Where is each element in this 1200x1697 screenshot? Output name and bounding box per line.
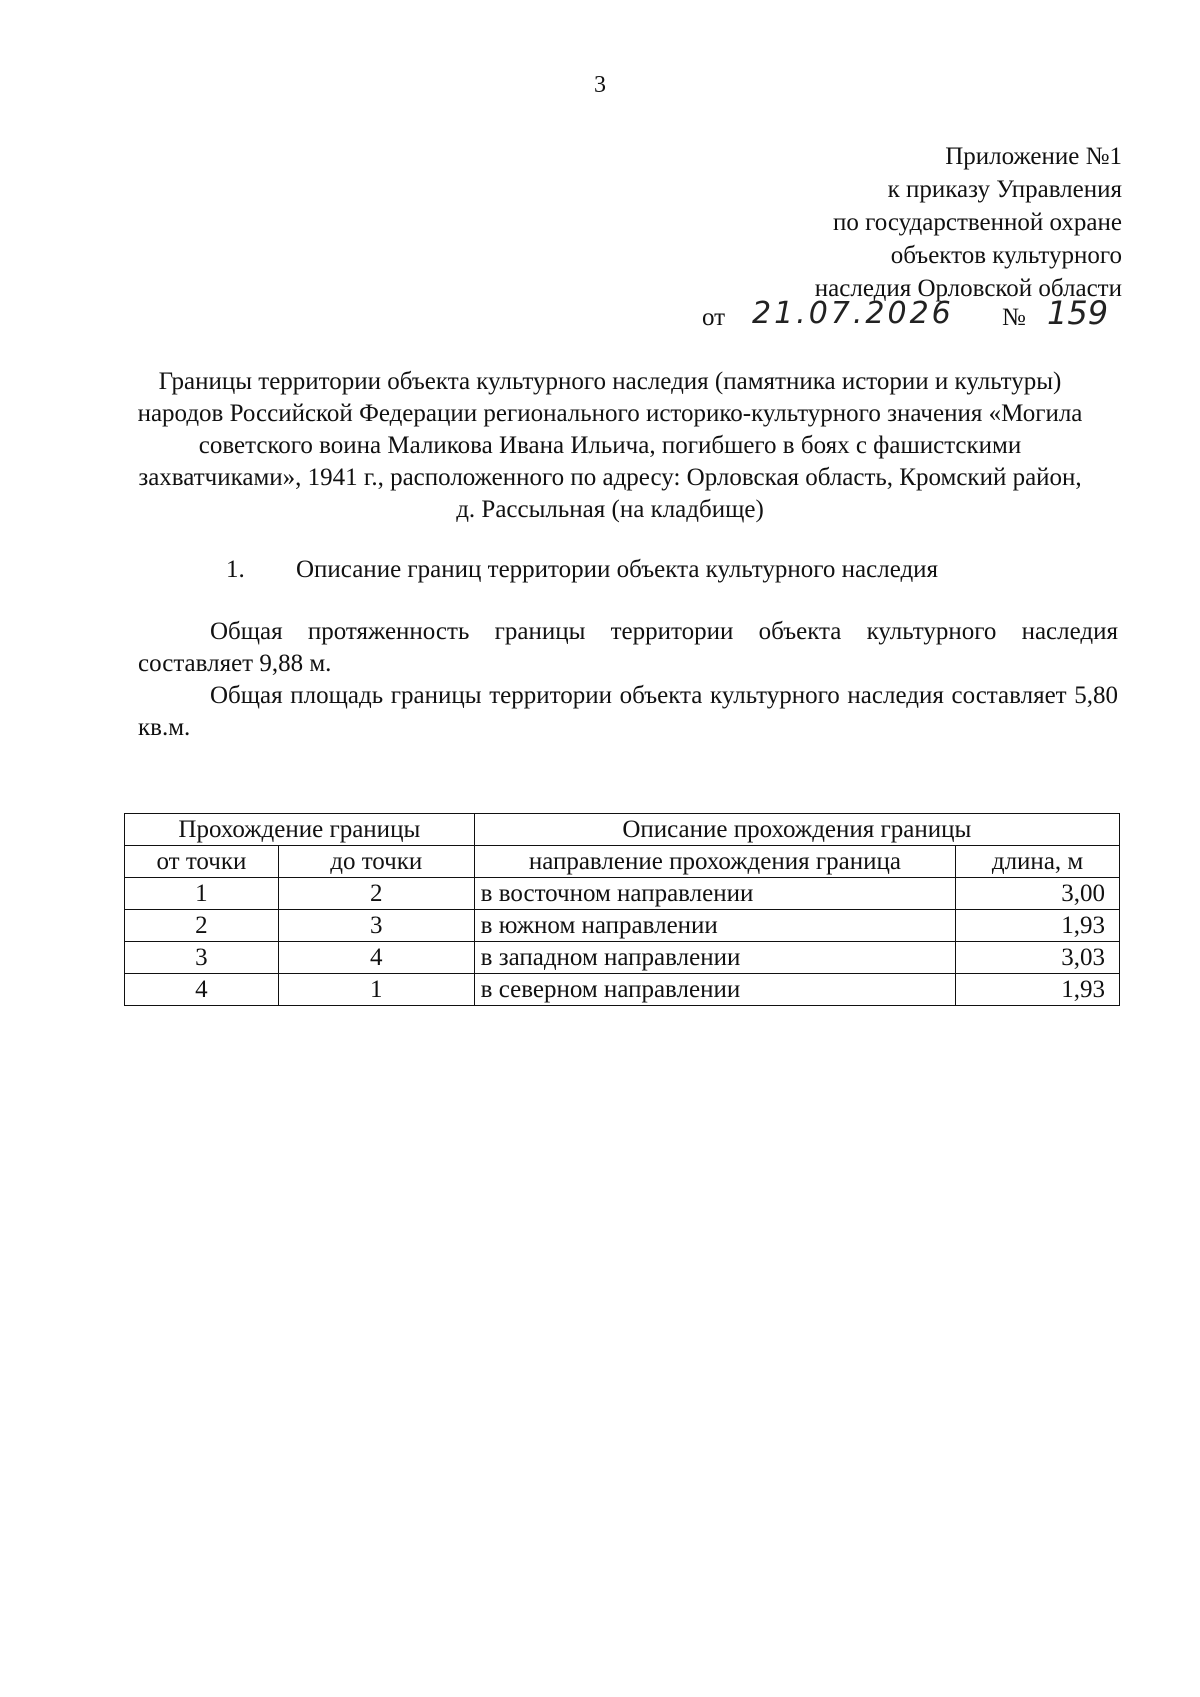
- column-header: длина, м: [956, 846, 1120, 878]
- appendix-line: по государственной охране: [832, 209, 1122, 236]
- cell-from: 3: [125, 942, 279, 974]
- appendix-header: [815, 140, 1122, 305]
- paragraph-length: Общая протяженность границы территории объекта культурного наследия составляет 9,88 м.: [138, 618, 1118, 677]
- cell-from: 2: [125, 910, 279, 942]
- cell-direction: в западном направлении: [474, 942, 955, 974]
- cell-to: 3: [278, 910, 474, 942]
- date-label: от: [702, 304, 726, 331]
- cell-to: 2: [278, 878, 474, 910]
- column-header: до точки: [278, 846, 474, 878]
- cell-length: 3,00: [956, 878, 1120, 910]
- number-label: №: [1002, 304, 1026, 331]
- appendix-line: Приложение №1: [945, 143, 1122, 170]
- section-number: 1.: [226, 556, 245, 583]
- table-row: [125, 942, 1120, 974]
- cell-from: 1: [125, 878, 279, 910]
- cell-direction: в восточном направлении: [474, 878, 955, 910]
- order-date-line: [702, 294, 1122, 338]
- column-group-header: Описание прохождения границы: [474, 814, 1119, 846]
- appendix-line: наследия Орловской области: [814, 275, 1122, 302]
- cell-length: 1,93: [956, 910, 1120, 942]
- appendix-line: объектов культурного: [890, 242, 1122, 269]
- cell-from: 4: [125, 974, 279, 1006]
- boundary-table: [124, 813, 1120, 1006]
- document-title: Границы территории объекта культурного наследия (памятника истории и культуры) народов Российской Федерации регионального историко-культурного значения «Могила советского воина Маликова Ивана Ильича, погибшего в боях с фашистскими захватчиками», 1941 г., расположенного по адресу: Орловская область, Кромский район, д. Рассыльная (на кладбище): [137, 368, 1083, 523]
- table-row: [125, 974, 1120, 1006]
- cell-direction: в северном направлении: [474, 974, 955, 1006]
- section-heading: [226, 556, 938, 584]
- section-title: Описание границ территории объекта культурного наследия: [296, 556, 939, 583]
- column-group-header: Прохождение границы: [125, 814, 475, 846]
- column-header: направление прохождения граница: [474, 846, 955, 878]
- table-header-row: [125, 814, 1120, 846]
- cell-direction: в южном направлении: [474, 910, 955, 942]
- cell-length: 3,03: [956, 942, 1120, 974]
- page-number: 3: [594, 72, 606, 98]
- cell-to: 4: [278, 942, 474, 974]
- cell-to: 1: [278, 974, 474, 1006]
- paragraph-area: Общая площадь границы территории объекта культурного наследия составляет 5,80 кв.м.: [138, 682, 1118, 741]
- table-header-row: [125, 846, 1120, 878]
- appendix-line: к приказу Управления: [887, 176, 1122, 203]
- table-row: [125, 910, 1120, 942]
- table-row: [125, 878, 1120, 910]
- handwritten-number: 159: [1047, 294, 1109, 332]
- handwritten-date: 21.07.2026: [752, 296, 954, 331]
- cell-length: 1,93: [956, 974, 1120, 1006]
- column-header: от точки: [125, 846, 279, 878]
